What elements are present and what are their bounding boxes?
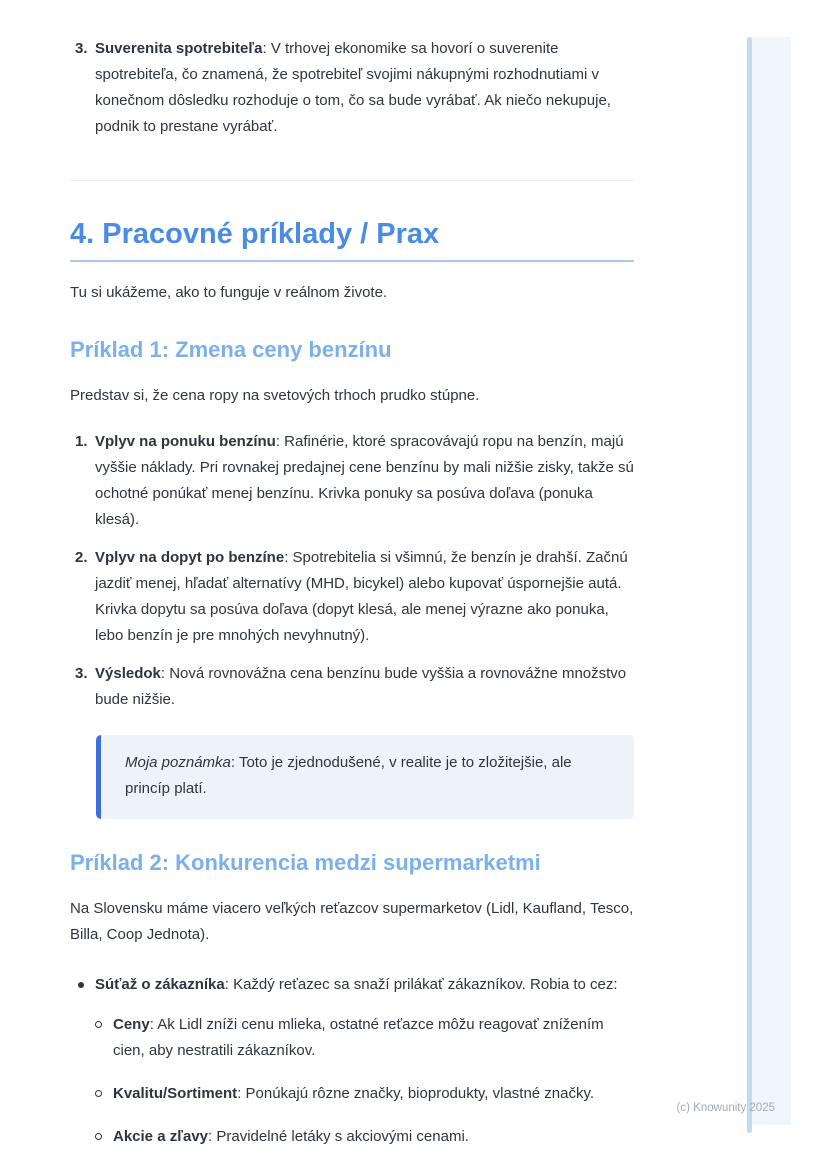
list-item-bold: Ceny xyxy=(113,1016,150,1033)
list-item-bold: Kvalitu/Sortiment xyxy=(113,1085,238,1102)
list-item-bold: Suverenita spotrebiteľa xyxy=(95,40,263,57)
list-item xyxy=(70,429,634,533)
list-item xyxy=(70,972,634,1150)
list-item xyxy=(95,1012,634,1064)
list-item-bold: Vplyv na dopyt po benzíne xyxy=(95,549,285,566)
copyright-watermark: (c) Knowunity 2025 xyxy=(676,1102,775,1114)
list-number: 3. xyxy=(75,665,88,682)
list-item-text: Ceny: Ak Lidl zníži cenu mlieka, ostatné reťazce môžu reagovať znížením cien, aby nestratili zákazníkov. xyxy=(113,1016,604,1059)
disc-bullet-icon xyxy=(70,982,95,988)
scrollbar-track[interactable] xyxy=(752,37,791,1125)
example2-bullets xyxy=(70,972,634,1150)
example2-intro: Na Slovensku máme viacero veľkých reťazcov supermarketov (Lidl, Kaufland, Tesco, Billa, Coop Jednota). xyxy=(70,900,634,943)
list-item xyxy=(70,545,634,649)
example1-intro: Predstav si, že cena ropy na svetových trhoch prudko stúpne. xyxy=(70,387,480,404)
list-number: 1. xyxy=(75,433,88,450)
list-item-bold: Vplyv na ponuku benzínu xyxy=(95,433,276,450)
example1-heading: Príklad 1: Zmena ceny benzínu xyxy=(70,337,392,362)
list-item-bold: Súťaž o zákazníka xyxy=(95,976,225,993)
list-item-text: Akcie a zľavy: Pravidelné letáky s akciovými cenami. xyxy=(113,1128,469,1145)
section-divider xyxy=(70,180,634,181)
document-content xyxy=(70,36,634,1150)
list-item-text: Súťaž o zákazníka: Každý reťazec sa snaží prilákať zákazníkov. Robia to cez: xyxy=(95,976,618,993)
scrollbar-thumb[interactable] xyxy=(747,37,752,1133)
list-item-text: Vplyv na dopyt po benzíne: Spotrebitelia si všimnú, že benzín je drahší. Začnú jazdiť menej, hľadať alternatívy (MHD, bicykel) alebo kupovať úspornejšie autá. Krivka dopytu sa posúva doľava (dopyt klesá, ale menej výrazne ako ponuka, lebo benzín je pre mnohých nevyhnutný). xyxy=(95,549,628,644)
example1-steps xyxy=(70,429,634,713)
note-text: : Toto je zjednodušené, v realite je to zložitejšie, ale princíp platí. xyxy=(125,754,572,797)
page-title: 4. Pracovné príklady / Prax xyxy=(70,217,634,262)
list-item-text: Suverenita spotrebiteľa: V trhovej ekonomike sa hovorí o suverenite spotrebiteľa, čo znamená, že spotrebiteľ svojimi nákupnými rozhodnutiami v konečnom dôsledku rozhoduje o tom, čo sa bude vyrábať. Ak niečo nekupuje, podnik to prestane vyrábať. xyxy=(95,40,611,135)
list-item xyxy=(70,36,634,140)
list-item-text: Výsledok: Nová rovnovážna cena benzínu bude vyššia a rovnovážne množstvo bude nižšie. xyxy=(95,665,627,708)
example2-sub-bullets xyxy=(95,1012,634,1150)
list-item xyxy=(70,661,634,713)
list-item-bold: Akcie a zľavy xyxy=(113,1128,209,1145)
list-item-text: Vplyv na ponuku benzínu: Rafinérie, ktoré spracovávajú ropu na benzín, majú vyššie náklady. Pri rovnakej predajnej cene benzínu by mali nižšie zisky, takže sú ochotné ponúkať menej benzínu. Krivka ponuky sa posúva doľava (ponuka klesá). xyxy=(95,433,634,528)
list-number: 2. xyxy=(75,549,88,566)
list-item xyxy=(95,1081,634,1107)
list-number: 3. xyxy=(75,40,88,57)
example2-heading: Príklad 2: Konkurencia medzi supermarketmi xyxy=(70,850,541,875)
circle-bullet-icon xyxy=(95,1133,113,1140)
list-item-text: Kvalitu/Sortiment: Ponúkajú rôzne značky, bioprodukty, vlastné značky. xyxy=(113,1085,595,1102)
note-callout xyxy=(96,735,634,819)
list-item xyxy=(95,1124,634,1150)
list-item-bold: Výsledok xyxy=(95,665,161,682)
section-intro: Tu si ukážeme, ako to funguje v reálnom živote. xyxy=(70,284,388,301)
circle-bullet-icon xyxy=(95,1090,113,1097)
circle-bullet-icon xyxy=(95,1021,113,1028)
note-label: Moja poznámka xyxy=(125,754,231,771)
